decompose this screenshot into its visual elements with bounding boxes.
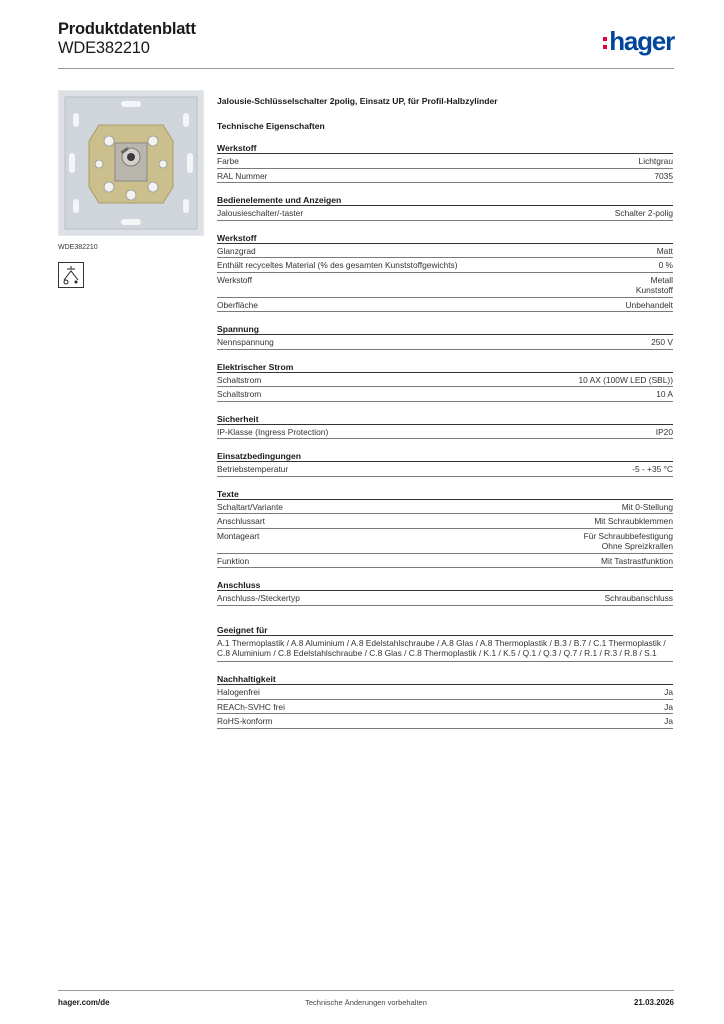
footer-date: 21.03.2026 bbox=[633, 998, 674, 1007]
header-divider bbox=[58, 68, 674, 69]
row-label: Jalousieschalter/-taster bbox=[217, 208, 304, 218]
row-value: Schraubanschluss bbox=[604, 593, 673, 603]
table-row bbox=[217, 154, 673, 169]
group-title: Nachhaltigkeit bbox=[217, 673, 673, 685]
document-title: Produktdatenblatt bbox=[58, 20, 196, 38]
row-value: Matt bbox=[656, 245, 673, 256]
row-value-line: Metall bbox=[650, 274, 673, 285]
group-texte bbox=[217, 488, 673, 569]
group-title: Bedienelemente und Anzeigen bbox=[217, 194, 673, 206]
row-value: Ja bbox=[664, 687, 673, 698]
group-geeignet-fuer bbox=[217, 624, 673, 663]
row-label: RAL Nummer bbox=[217, 170, 268, 181]
logo-wordmark: hager bbox=[609, 26, 674, 56]
row-value: 10 A bbox=[656, 389, 673, 399]
row-label: Anschluss-/Steckertyp bbox=[217, 593, 300, 603]
footer-website-link[interactable]: hager.com/de bbox=[58, 998, 110, 1007]
group-title: Werkstoff bbox=[217, 142, 673, 154]
table-row bbox=[217, 714, 673, 729]
table-row bbox=[217, 425, 673, 440]
group-nachhaltigkeit bbox=[217, 673, 673, 729]
row-label: Schaltstrom bbox=[217, 389, 262, 399]
row-value: IP20 bbox=[655, 426, 673, 437]
page-footer bbox=[58, 998, 674, 1010]
row-value: -5 - +35 °C bbox=[632, 464, 673, 474]
row-value: Ja bbox=[664, 716, 673, 727]
group-einsatzbedingungen bbox=[217, 450, 673, 477]
row-value: Lichtgrau bbox=[638, 156, 673, 166]
group-title: Sicherheit bbox=[217, 413, 673, 425]
table-row bbox=[217, 462, 673, 477]
group-title: Einsatzbedingungen bbox=[217, 450, 673, 462]
row-label: REACh-SVHC frei bbox=[217, 701, 285, 712]
switch-symbol-icon bbox=[58, 262, 84, 288]
group-title: Geeignet für bbox=[217, 624, 673, 636]
row-label: Oberfläche bbox=[217, 299, 258, 310]
row-label: Funktion bbox=[217, 555, 250, 566]
table-row bbox=[217, 335, 673, 350]
row-label: Montageart bbox=[217, 530, 260, 541]
row-label: Anschlussart bbox=[217, 516, 265, 526]
row-label: IP-Klasse (Ingress Protection) bbox=[217, 426, 329, 437]
group-spannung bbox=[217, 323, 673, 350]
section-title: Technische Eigenschaften bbox=[217, 121, 325, 131]
row-label: RoHS-konform bbox=[217, 716, 273, 727]
row-value: Mit 0-Stellung bbox=[621, 501, 673, 512]
group-sicherheit bbox=[217, 413, 673, 440]
product-image bbox=[58, 90, 204, 236]
product-headline: Jalousie-Schlüsselschalter 2polig, Einsatz UP, für Profil-Halbzylinder bbox=[217, 96, 498, 106]
hager-logo bbox=[603, 26, 674, 56]
row-label: Werkstoff bbox=[217, 274, 253, 285]
group-werkstoff bbox=[217, 142, 673, 183]
row-value: 250 V bbox=[651, 337, 673, 347]
row-value: 10 AX (100W LED (SBL)) bbox=[578, 374, 673, 385]
row-value-line: Für Schraubbefestigung bbox=[583, 530, 673, 541]
row-label: Nennspannung bbox=[217, 337, 274, 347]
table-row bbox=[217, 273, 673, 298]
logo-dots-icon bbox=[603, 37, 607, 49]
article-number: WDE382210 bbox=[58, 39, 150, 57]
table-row bbox=[217, 529, 673, 554]
table-row bbox=[217, 700, 673, 715]
table-row bbox=[217, 685, 673, 700]
group-elektrischer-strom bbox=[217, 361, 673, 402]
row-value: 7035 bbox=[654, 170, 673, 181]
row-value: Schalter 2-polig bbox=[614, 208, 673, 218]
row-value: Unbehandelt bbox=[625, 299, 673, 310]
row-value bbox=[636, 275, 673, 296]
group-title: Anschluss bbox=[217, 579, 673, 591]
footer-disclaimer: Technische Änderungen vorbehalten bbox=[305, 998, 427, 1007]
row-value-line: Kunststoff bbox=[635, 285, 673, 295]
table-row bbox=[217, 298, 673, 313]
key-switch-image bbox=[59, 91, 203, 235]
group-title: Texte bbox=[217, 488, 673, 500]
row-label: Betriebstemperatur bbox=[217, 464, 289, 474]
table-row bbox=[217, 514, 673, 529]
group-title: Elektrischer Strom bbox=[217, 361, 673, 373]
table-row bbox=[217, 258, 673, 273]
table-row bbox=[217, 169, 673, 184]
table-row bbox=[217, 373, 673, 388]
row-label: Schaltstrom bbox=[217, 374, 262, 385]
row-value-line: Ohne Spreizkrallen bbox=[601, 541, 673, 551]
row-value: Ja bbox=[664, 701, 673, 712]
group-title: Spannung bbox=[217, 323, 673, 335]
table-row bbox=[217, 554, 673, 569]
suited-for-text: A.1 Thermoplastik / A.8 Aluminium / A.8 Edelstahlschraube / A.8 Glas / A.8 Thermoplastik / B.3 / B.7 / C.1 Thermoplastik / C.8 Aluminium / C.8 Edelstahlschraube / C.8 Glas / C.8 Thermoplastik / K.1 / K.5 / Q.1 / Q.3 / Q.7 / R.1 / R.3 / R.8 / S.1 bbox=[217, 636, 673, 663]
table-row bbox=[217, 591, 673, 606]
row-label: Enthält recyceltes Material (% des gesamten Kunststoffgewichts) bbox=[217, 260, 458, 270]
row-label: Glanzgrad bbox=[217, 245, 256, 256]
footer-divider bbox=[58, 990, 674, 991]
row-value: Mit Tastrastfunktion bbox=[601, 555, 673, 566]
row-label: Halogenfrei bbox=[217, 687, 260, 698]
row-value bbox=[584, 531, 673, 552]
row-label: Schaltart/Variante bbox=[217, 501, 283, 512]
table-row bbox=[217, 206, 673, 221]
row-value: 0 % bbox=[658, 260, 673, 270]
image-caption: WDE382210 bbox=[58, 244, 98, 251]
row-value: Mit Schraubklemmen bbox=[594, 516, 673, 526]
group-werkstoff-2 bbox=[217, 232, 673, 313]
group-title: Werkstoff bbox=[217, 232, 673, 244]
group-bedienelemente bbox=[217, 194, 673, 221]
technical-data bbox=[217, 96, 673, 729]
page-header bbox=[58, 20, 674, 68]
table-row bbox=[217, 387, 673, 402]
row-label: Farbe bbox=[217, 156, 239, 166]
table-row bbox=[217, 500, 673, 515]
group-anschluss bbox=[217, 579, 673, 606]
table-row bbox=[217, 244, 673, 259]
